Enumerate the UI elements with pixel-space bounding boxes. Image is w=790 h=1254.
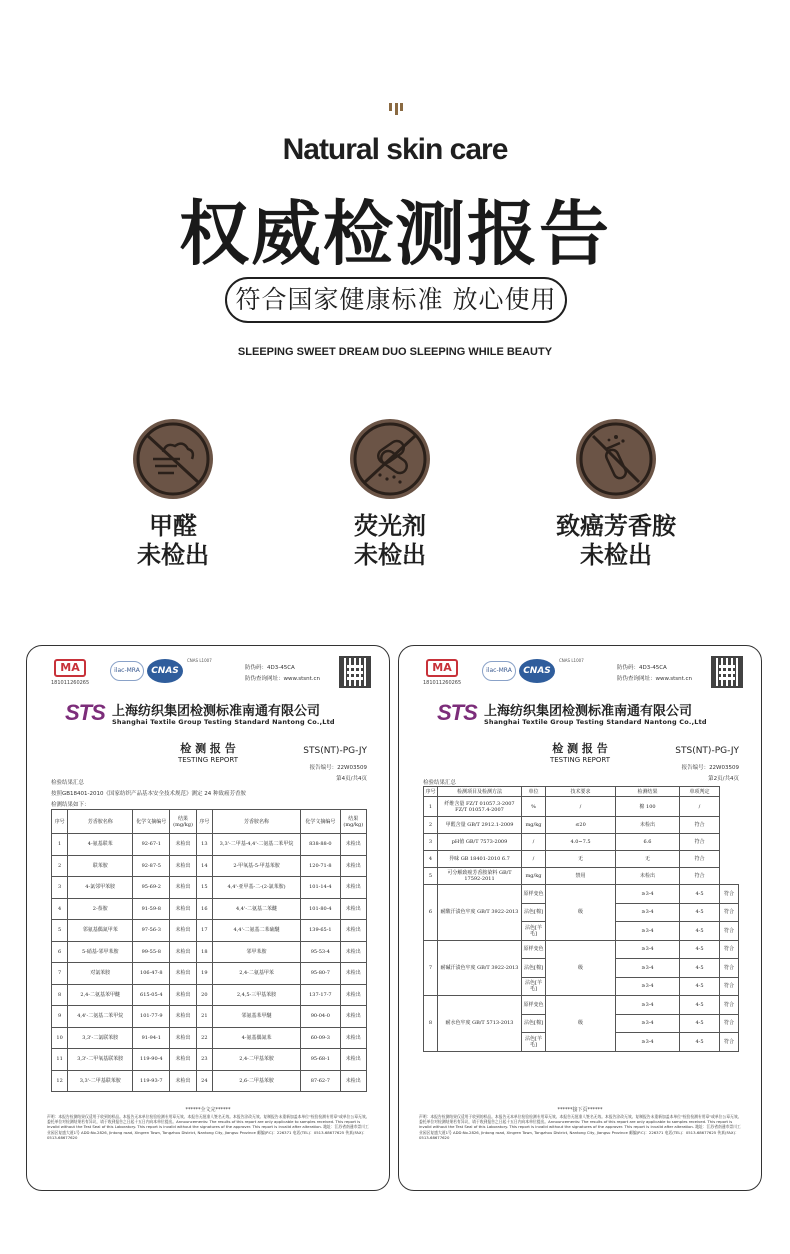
table-cell: 9 [52,1006,68,1028]
table-cell: 4-5 [680,959,720,978]
table-cell: 符合 [720,885,739,904]
table-cell: 3 [424,834,438,851]
table-cell: 101-80-4 [301,898,340,920]
table-cell: 106-47-8 [133,963,170,985]
table-cell: 119-90-4 [133,1049,170,1071]
table-cell: 14 [196,855,212,877]
feature-status: 未检出 [137,541,209,569]
table-cell: mg/kg [522,817,546,834]
table-cell: 未检出 [170,963,196,985]
table-cell: ≥3-4 [616,1014,680,1033]
table-cell: / [522,851,546,868]
table-cell: 5 [52,920,68,942]
no-formaldehyde-icon [133,419,213,499]
report-id: 报告编号：22W03509 [309,765,367,771]
table-cell: pH值 GB/T 7573-2009 [438,834,522,851]
chinese-title: 权威检测报告 [179,193,611,275]
table-cell: 符合 [720,959,739,978]
table-cell: 4,4'-二氨基二苯甲烷 [68,1006,133,1028]
feature-amine [516,419,716,570]
table-cell: ≥3-4 [616,959,680,978]
table-cell: 未检出 [340,1049,366,1071]
report-page: 第2页/共4页 [708,776,739,782]
table-cell: 19 [196,963,212,985]
table-cell: 4.0~7.5 [546,834,616,851]
col-header: 化学文摘编号 [133,810,170,834]
table-cell: 未检出 [340,855,366,877]
table-cell: 90-04-0 [301,1006,340,1028]
table-cell: 未检出 [170,1070,196,1092]
table-cell: 未检出 [340,984,366,1006]
table-cell: 15 [196,877,212,899]
table-cell: 符合 [720,1014,739,1033]
table-cell: 95-69-2 [133,877,170,899]
table-cell: 101-77-9 [133,1006,170,1028]
table-row [424,834,739,851]
table-cell: 耐酸汗渍色牢度 GB/T 3922-2013 [438,885,522,941]
no-carcinogenic-amine-icon [576,419,656,499]
table-cell: 原样变色 [522,885,546,904]
cnas-logo: CNAS [519,659,555,683]
table-cell: 139-65-1 [301,920,340,942]
summary-results-table [423,786,739,1052]
cnas-number: CNAS L1007 [559,658,584,663]
table-cell: 5-硝基-邻甲苯胺 [68,941,133,963]
table-cell: 原样变色 [522,996,546,1015]
ilac-logo: ilac-MRA [110,661,144,681]
org-name-en: Shanghai Textile Group Testing Standard Nantong Co.,Ltd [112,718,335,726]
table-cell: 22 [196,1027,212,1049]
table-cell: 4-氨基偶氮苯 [212,1027,300,1049]
table-cell: 2,4-二甲基苯胺 [212,1049,300,1071]
table-cell: 838-88-0 [301,834,340,856]
table-cell: 符合 [720,1033,739,1052]
org-name-en: Shanghai Textile Group Testing Standard Nantong Co.,Ltd [484,718,707,726]
table-cell: 20 [196,984,212,1006]
table-cell: 邻氨基偶氮甲苯 [68,920,133,942]
table-cell: 4-5 [680,977,720,996]
report-page: 第4页/共4页 [336,776,367,782]
table-cell: 4-氯邻甲苯胺 [68,877,133,899]
report-card-summary [398,645,762,1191]
table-cell: 1 [52,834,68,856]
report-title-en: TESTING REPORT [177,756,239,764]
col-header: 检测结果 [616,787,680,797]
qr-code [711,656,743,688]
table-cell: 符合 [720,996,739,1015]
table-row [424,851,739,868]
table-cell: ≥3-4 [616,922,680,941]
table-cell: 8 [424,996,438,1052]
table-cell: 级 [546,885,616,941]
table-cell: 符合 [680,834,720,851]
feature-status: 未检出 [354,541,426,569]
table-cell: ≥3-4 [616,903,680,922]
tagline: SLEEPING SWEET DREAM DUO SLEEPING WHILE BEAUTY [237,346,553,358]
feature-fluorescent [290,419,490,570]
table-cell: 6.6 [616,834,680,851]
table-row [52,1006,367,1028]
table-cell: 91-59-8 [133,898,170,920]
table-cell: 2,4-二氨基甲苯 [212,963,300,985]
table-row [52,1027,367,1049]
table-cell: 2,4-二氨基苯甲醚 [68,984,133,1006]
table-cell: 耐碱汗渍色牢度 GB/T 3922-2013 [438,940,522,996]
report-title-en: TESTING REPORT [549,756,611,764]
table-cell: 92-87-5 [133,855,170,877]
cma-logo: MA [426,659,458,677]
table-cell: 2,6-二甲基苯胺 [212,1070,300,1092]
table-cell: 沾色[棉] [522,959,546,978]
sts-logo: STS [437,700,477,725]
table-cell: 12 [52,1070,68,1092]
table-cell: 615-05-4 [133,984,170,1006]
table-cell: 2 [424,817,438,834]
table-cell: 24 [196,1070,212,1092]
table-cell: 3,3'-二甲基-4,4'-二氨基二苯甲烷 [212,834,300,856]
table-row [52,898,367,920]
table-cell: 4,4'-二氨基二苯硫醚 [212,920,300,942]
table-cell: 沾色[棉] [522,1014,546,1033]
table-row [424,996,739,1015]
table-cell: / [680,797,720,817]
table-cell: 未检出 [170,920,196,942]
report-code: STS(NT)-PG-JY [303,746,367,756]
table-cell: 11 [52,1049,68,1071]
table-cell: 92-67-1 [133,834,170,856]
anti-fake-info [617,663,692,685]
table-cell: 未检出 [616,817,680,834]
table-cell: 符合 [720,903,739,922]
table-cell: 4-5 [680,940,720,959]
anti-fake-site: 防伪查询网址：www.stsnt.cn [245,676,321,682]
table-cell: 未检出 [616,868,680,885]
table-cell: 4 [424,851,438,868]
table-cell: 16 [196,898,212,920]
table-cell: 符合 [680,868,720,885]
table-cell: 未检出 [170,941,196,963]
table-cell: 未检出 [170,1027,196,1049]
cnas-number: CNAS L1007 [187,658,212,663]
col-header: 序号 [425,788,436,795]
table-cell: / [546,797,616,817]
table-cell: 5 [424,868,438,885]
table-cell: 沾色[羊毛] [522,1033,546,1052]
table-cell: 沾色[羊毛] [522,977,546,996]
table-row [52,877,367,899]
end-mark: ******接下页****** [557,1107,603,1113]
table-cell: 120-71-8 [301,855,340,877]
col-header: 技术要求 [546,787,616,797]
anti-fake-code: 防伪码：4D3-45CA [617,665,667,671]
table-cell: 7 [52,963,68,985]
col-header: 结果(mg/kg) [170,810,196,834]
table-cell: 级 [546,996,616,1052]
table-cell: 未检出 [340,920,366,942]
table-row [52,834,367,856]
table-cell: 邻甲苯胺 [212,941,300,963]
table-header-row [424,787,739,797]
table-cell: 原样变色 [522,940,546,959]
table-cell: 7 [424,940,438,996]
table-cell: 未检出 [170,1049,196,1071]
qr-code [339,656,371,688]
top-decor-mark [389,103,403,115]
table-cell: 4,4'-亚甲基-二-(2-氯苯胺) [212,877,300,899]
feature-label: 荧光剂 [354,512,426,540]
table-cell: 2 [52,855,68,877]
table-cell: 4-5 [680,903,720,922]
table-cell: 符合 [720,922,739,941]
anti-fake-site: 防伪查询网址：www.stsnt.cn [617,676,693,682]
col-header: 结果(mg/kg) [340,810,366,834]
table-row [424,885,739,904]
table-cell: 4,4'-二氨基二苯醚 [212,898,300,920]
table-row [52,1049,367,1071]
test-basis-2: 检测结果如下： [51,802,90,808]
table-cell: 4-5 [680,996,720,1015]
table-cell: 2-萘胺 [68,898,133,920]
table-cell: 未检出 [340,834,366,856]
table-cell: 级 [546,940,616,996]
table-cell: 异味 GB 18401-2010 6.7 [438,851,522,868]
summary-heading: 检验结果汇总 [51,780,85,786]
col-header: 化学文摘编号 [301,810,340,834]
feature-label: 致癌芳香胺 [556,512,676,540]
col-header: 单位 [522,787,546,797]
table-cell: 95-68-1 [301,1049,340,1071]
table-cell: 沾色[棉] [522,903,546,922]
table-cell: 87-62-7 [301,1070,340,1092]
table-row [52,963,367,985]
col-header: 单项判定 [680,787,720,797]
table-cell: % [522,797,546,817]
table-cell: 137-17-7 [301,984,340,1006]
table-cell: 棉 100 [616,797,680,817]
table-row [52,1070,367,1092]
table-cell: 纤维含量 FZ/T 01057.3-2007 FZ/T 01057.4-2007 [438,797,522,817]
table-cell: 无 [616,851,680,868]
table-row [424,797,739,817]
english-title: Natural skin care [282,133,508,166]
table-cell: 18 [196,941,212,963]
table-cell: 10 [52,1027,68,1049]
table-cell: 耐水色牢度 GB/T 5713-2013 [438,996,522,1052]
table-cell: 未检出 [340,898,366,920]
table-cell: 4 [52,898,68,920]
col-header: 芳香胺名称 [212,810,300,834]
table-cell: 对氯苯胺 [68,963,133,985]
table-header-row [52,810,367,834]
col-header: 芳香胺名称 [68,810,133,834]
org-name-cn: 上海纺织集团检测标准南通有限公司 [484,704,693,719]
table-row [424,817,739,834]
table-cell: ≥3-4 [616,996,680,1015]
table-cell: 4-氨基联苯 [68,834,133,856]
table-cell: 4-5 [680,885,720,904]
table-cell: 符合 [680,817,720,834]
table-cell: ≤20 [546,817,616,834]
cma-logo: MA [54,659,86,677]
table-cell: 未检出 [170,855,196,877]
table-cell: 95-53-4 [301,941,340,963]
table-cell: 4-5 [680,922,720,941]
table-cell: 沾色[羊毛] [522,922,546,941]
table-cell: 未检出 [170,877,196,899]
table-cell: ≥3-4 [616,1033,680,1052]
standard-pill: 符合国家健康标准 放心使用 [225,277,567,323]
report-code: STS(NT)-PG-JY [675,746,739,756]
table-cell: 符合 [680,851,720,868]
table-cell: 未检出 [170,898,196,920]
table-cell: 60-09-3 [301,1027,340,1049]
table-cell: 119-93-7 [133,1070,170,1092]
table-cell: 3,3'-二甲氧基联苯胺 [68,1049,133,1071]
table-row [52,855,367,877]
report-notes: 声明：本报告检测结果仅适用于收到的样品。本报告无本单位检验检测专用章无效。本报告无批准人签名无效。本报告涂改无效。复制报告未重新加盖本单位"检验检测专用章"或单位公章无效。委托单位对检测结果若有异议，请于收到报告之日起十五日内向本单位提出。Announcements: The results of this report are only applicable to samples received. This report is invalid without the Test Seal of this Laboratory. This report is invalid without the signatures of the approver. This report is invalid after alteration. 地址：江苏省南通市崇川工业园区复盛大道1号 ADD:No.2826, Jintong road, Xingren Town, Tongzhou District, Nantong City, Jiangsu Province 邮编(P.C)：226371 电话(TEL)：0513-68677625 传真(FAX)：0513-68677620 [47,1114,370,1140]
report-title-cn: 检 测 报 告 [552,742,608,755]
table-cell: 101-14-4 [301,877,340,899]
end-mark: ******全文完****** [185,1107,231,1113]
report-notes: 声明：本报告检测结果仅适用于收到的样品。本报告无本单位检验检测专用章无效。本报告无批准人签名无效。本报告涂改无效。复制报告未重新加盖本单位"检验检测专用章"或单位公章无效。委托单位对检测结果若有异议，请于收到报告之日起十五日内向本单位提出。Announcements: The results of this report are only applicable to samples received. This report is invalid without the Test Seal of this Laboratory. This report is invalid without the signatures of the approver. This report is invalid after alteration. 地址：江苏省南通市崇川工业园区复盛大道1号 ADD:No.2826, Jintong road, Xingren Town, Tongzhou District, Nantong City, Jiangsu Province 邮编(P.C)：226371 电话(TEL)：0513-68677625 传真(FAX)：0513-68677620 [419,1114,742,1140]
no-fluorescent-icon [350,419,430,499]
table-cell: 1 [424,797,438,817]
table-cell: ≥3-4 [616,885,680,904]
table-cell: 17 [196,920,212,942]
cma-number: 181011260265 [51,680,90,686]
table-cell: / [522,834,546,851]
table-cell: 97-56-3 [133,920,170,942]
table-cell: 8 [52,984,68,1006]
table-cell: 无 [546,851,616,868]
sts-logo: STS [65,700,105,725]
table-cell: 2,4,5-三甲基苯胺 [212,984,300,1006]
report-title-cn: 检 测 报 告 [180,742,236,755]
table-row [52,984,367,1006]
table-cell: 4-5 [680,1033,720,1052]
table-cell: mg/kg [522,868,546,885]
table-cell: 未检出 [170,1006,196,1028]
table-cell: 未检出 [340,963,366,985]
table-cell: 3,3'-二氯联苯胺 [68,1027,133,1049]
table-cell: 6 [424,885,438,941]
table-cell: 符合 [720,977,739,996]
table-cell: 可分解致癌芳香胺染料 GB/T 17592-2011 [438,868,522,885]
table-cell: 未检出 [340,1070,366,1092]
table-cell: 3,3'-二甲基联苯胺 [68,1070,133,1092]
table-cell: 6 [52,941,68,963]
cnas-logo: CNAS [147,659,183,683]
col-header: 序号 [52,810,68,834]
table-cell: 4-5 [680,1014,720,1033]
test-basis: 按照GB18401-2010《国家纺织产品基本安全技术规范》测定 24 种致癌芳香胺 [51,791,247,797]
table-cell: 13 [196,834,212,856]
table-cell: 联苯胺 [68,855,133,877]
org-name-cn: 上海纺织集团检测标准南通有限公司 [112,704,321,719]
table-cell: 邻氨基苯甲醚 [212,1006,300,1028]
amine-results-table [51,809,367,1092]
report-card-amines [26,645,390,1191]
table-cell: 99-55-8 [133,941,170,963]
table-cell: 21 [196,1006,212,1028]
table-cell: ≥3-4 [616,940,680,959]
table-cell: 禁用 [546,868,616,885]
table-cell: 未检出 [170,834,196,856]
feature-status: 未检出 [580,541,652,569]
table-cell: 95-80-7 [301,963,340,985]
table-cell: 2-甲氧基-5-甲基苯胺 [212,855,300,877]
report-id: 报告编号：22W03509 [681,765,739,771]
feature-formaldehyde [73,419,273,570]
summary-heading: 检验结果汇总 [423,780,457,786]
table-row [424,940,739,959]
ilac-logo: ilac-MRA [482,661,516,681]
feature-label: 甲醛 [149,512,197,540]
col-header: 序号 [196,810,212,834]
table-cell: 未检出 [170,984,196,1006]
col-header: 检测项目及检测方法 [438,787,522,797]
table-cell: 23 [196,1049,212,1071]
table-cell: 未检出 [340,877,366,899]
table-row [424,868,739,885]
table-row [52,941,367,963]
table-cell: ≥3-4 [616,977,680,996]
cma-number: 181011260265 [423,680,462,686]
anti-fake-code: 防伪码：4D3-45CA [245,665,295,671]
table-row [52,920,367,942]
table-cell: 甲醛含量 GB/T 2912.1-2009 [438,817,522,834]
table-cell: 未检出 [340,941,366,963]
table-cell: 未检出 [340,1027,366,1049]
table-cell: 91-94-1 [133,1027,170,1049]
table-cell: 符合 [720,940,739,959]
anti-fake-info [245,663,320,685]
table-cell: 3 [52,877,68,899]
table-cell: 未检出 [340,1006,366,1028]
